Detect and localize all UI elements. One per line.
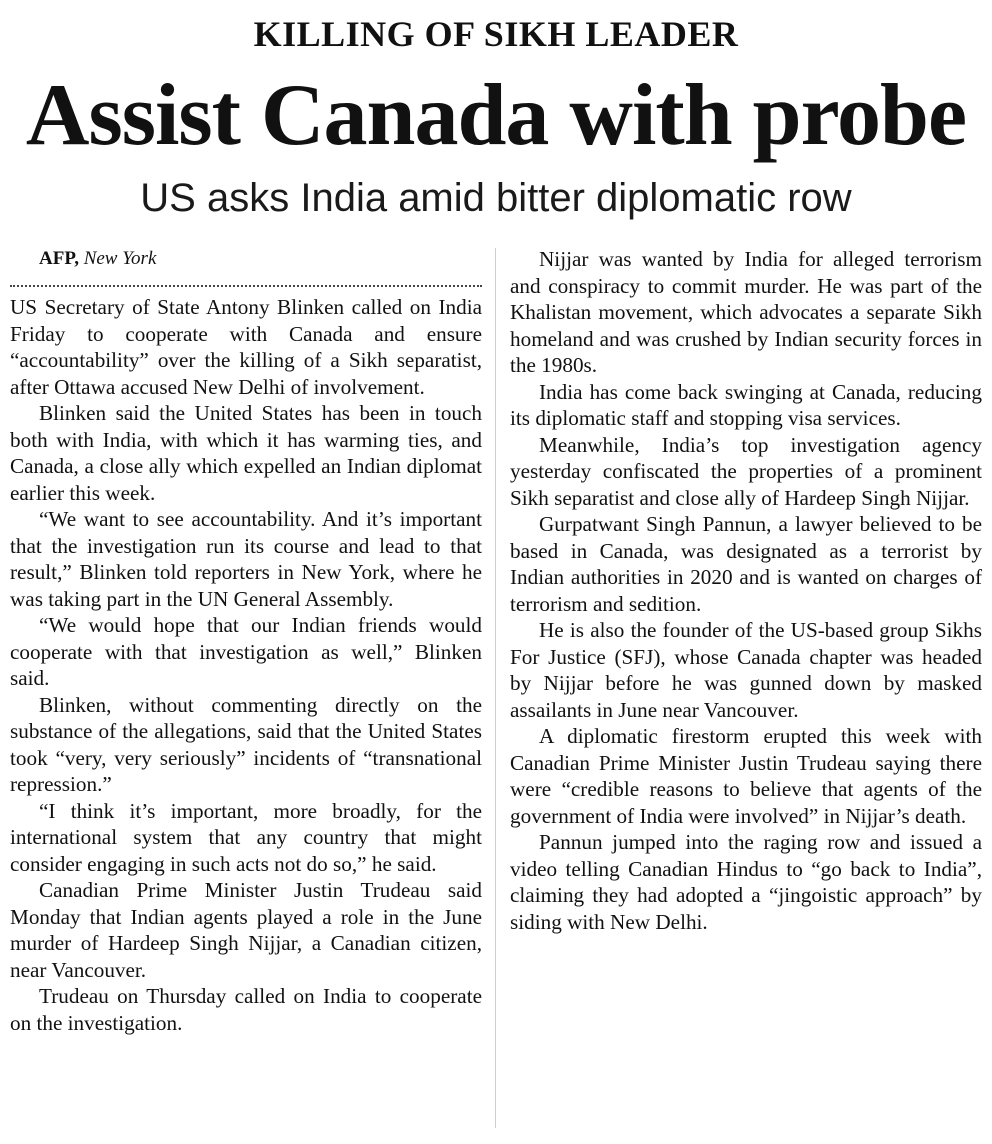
subheadline: US asks India amid bitter diplomatic row <box>140 176 852 220</box>
paragraph: Gurpatwant Singh Pannun, a lawyer believed to be based in Canada, was designated as a terrorist by Indian authorities in 2020 and is wanted on charges of terrorism and sedition. <box>510 512 982 616</box>
paragraph: “We want to see accountability. And it’s important that the investigation run its course and lead to that result,” Blinken told reporters in New York, where he was taking part in the UN General Assembly. <box>10 507 482 611</box>
paragraph: Meanwhile, India’s top investigation agency yesterday confiscated the properties of a prominent Sikh separatist and close ally of Hardeep Singh Nijjar. <box>510 432 982 510</box>
paragraph: US Secretary of State Antony Blinken called on India Friday to cooperate with Canada and ensure “accountability” over the killing of a Sikh separatist, after Ottawa accused New Delhi of involvement. <box>10 295 482 399</box>
paragraph: Blinken said the United States has been in touch both with India, with which it has warming ties, and Canada, a close ally which expelled an Indian diplomat earlier this week. <box>10 401 482 505</box>
paragraph: Pannun jumped into the raging row and issued a video telling Canadian Hindus to “go back to India”, claiming they had adopted a “jingoistic approach” by siding with New Delhi. <box>510 830 982 934</box>
dateline <box>10 246 482 272</box>
headline: Assist Canada with probe <box>25 67 967 164</box>
paragraph: Nijjar was wanted by India for alleged terrorism and conspiracy to commit murder. He was part of the Khalistan movement, which advocates a separate Sikh homeland and was crushed by Indian security forces in the 1980s. <box>510 247 982 377</box>
dateline-agency: AFP, <box>39 248 79 269</box>
paragraph: He is also the founder of the US-based group Sikhs For Justice (SFJ), whose Canada chapter was headed by Nijjar before he was gunned down by masked assailants in June near Vancouver. <box>510 618 982 722</box>
dotted-rule <box>10 285 482 287</box>
article-column-right <box>510 246 982 935</box>
paragraph: Canadian Prime Minister Justin Trudeau said Monday that Indian agents played a role in the June murder of Hardeep Singh Nijjar, a Canadian citizen, near Vancouver. <box>10 878 482 982</box>
column-divider <box>495 248 496 1128</box>
kicker: KILLING OF SIKH LEADER <box>253 14 739 54</box>
paragraph: India has come back swinging at Canada, reducing its diplomatic staff and stopping visa services. <box>510 379 982 430</box>
paragraph: “I think it’s important, more broadly, for the international system that any country that might consider engaging in such acts not do so,” he said. <box>10 798 482 876</box>
paragraph: Trudeau on Thursday called on India to cooperate on the investigation. <box>10 984 482 1035</box>
article-column-left <box>10 246 482 1036</box>
paragraph: Blinken, without commenting directly on the substance of the allegations, said that the United States took “very, very seriously” incidents of “transnational repression.” <box>10 692 482 796</box>
paragraph: A diplomatic firestorm erupted this week with Canadian Prime Minister Justin Trudeau saying there were “credible reasons to believe that agents of the government of India were involved” in Nijjar’s death. <box>510 724 982 828</box>
paragraph: “We would hope that our Indian friends would cooperate with that investigation as well,” Blinken said. <box>10 613 482 690</box>
dateline-place: New York <box>83 248 157 269</box>
